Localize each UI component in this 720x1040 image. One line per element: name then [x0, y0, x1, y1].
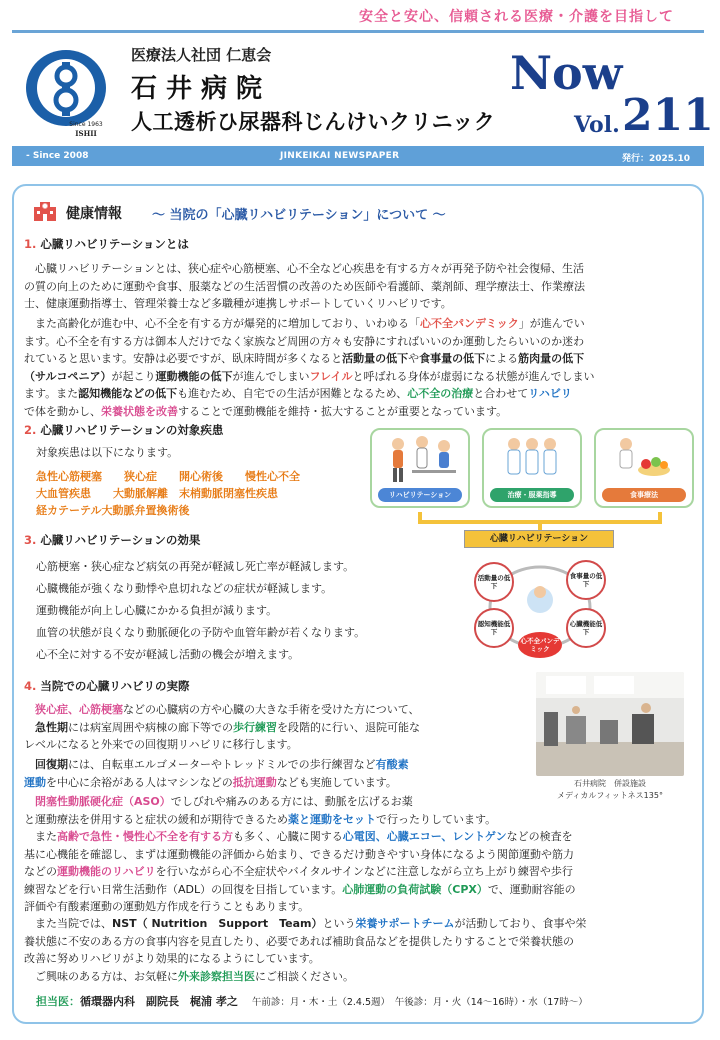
info-bar: [12, 146, 704, 166]
doctor-label: 担当医：: [36, 995, 80, 1008]
doctor-hours: 午前診：月・木・土（2.4.5週） 午後診：月・火（14～16時）・水（17時～）: [251, 997, 588, 1008]
food-icon: [596, 430, 692, 488]
pharmacist-icon: [484, 430, 580, 488]
node-meal-decline: 食事量の低下: [566, 560, 606, 600]
effect-item: 心不全に対する不安が軽減し活動の機会が増えます。: [36, 648, 300, 661]
section-4-paragraph-c: 閉塞性動脈硬化症（ASO）でしびれや痛みのある方には、動脈を広げるお薬 と運動療法を併用すると症状の緩和が期待できるため薬と運動をセットで行ったりしています。: [24, 795, 497, 826]
pandemic-cycle-diagram: [470, 552, 610, 662]
section-4-paragraph-f: ご興味のある方は、お気軽に外来診察担当医にご相談ください。: [24, 970, 354, 983]
node-cardiac-decline: 心臓機能低下: [566, 608, 606, 648]
section-4-paragraph-b: 回復期には、自転車エルゴメーターやトレッドミルでの歩行練習など有酸素 運動を中心に余裕がある人はマシンなどの抵抗運動なども実施しています。: [24, 758, 409, 789]
hospital-logo: [22, 48, 110, 144]
tagline: 安全と安心、信頼される医療・介護を目指して: [359, 9, 674, 25]
section-4-paragraph-e: また当院では、NST（ Nutrition Support Team）という栄養サポートチームが活動しており、食事や栄 養状態に不安のある方の食事内容を見直したり、必要であれば補助食品などを提供したりすることで栄養状態の 改善に努めリハビリがより効果的になるようにしています。: [24, 917, 587, 965]
clinic-name: 人工透析ひ尿器科じんけいクリニック: [131, 109, 496, 134]
newsletter-title: Now: [510, 46, 623, 100]
doctor-name: 循環器内科 副院長 梶浦 孝之: [80, 995, 238, 1008]
bar-since: - Since 2008: [26, 151, 89, 161]
fitness-facility-photo: [536, 672, 684, 776]
photo-caption-2: メディカルフィットネス135°: [557, 791, 663, 800]
effect-item: 心筋梗塞・狭心症など病気の再発が軽減し死亡率が軽減します。: [36, 560, 355, 573]
node-cognitive-decline: 認知機能低下: [474, 608, 514, 648]
logo-name: ISHII: [75, 129, 97, 138]
effect-item: 血管の状態が良くなり動脈硬化の予防や血管年齢が若くなります。: [36, 626, 366, 639]
node-activity-decline: 活動量の低下: [474, 562, 514, 602]
doctor-info: [36, 993, 588, 1009]
volume-number: 211: [622, 90, 714, 141]
rehab-illustration-card: [370, 428, 470, 508]
section-1-heading: 1. 心臓リハビリテーションとは: [24, 237, 189, 251]
medication-illustration-card: [482, 428, 582, 508]
hospital-building-icon: [32, 201, 58, 221]
card-diet-label: 食事療法: [602, 488, 686, 502]
section-label: 健康情報: [66, 206, 122, 222]
section-4-paragraph-d: また高齢で急性・慢性心不全を有する方も多く、心臓に関する心電図、心臓エコー、レントゲンなどの検査を 基に心機能を確認し、まずは運動機能の評価から始まり、できるだけ動きやすい身体になるよう関節運動や筋力 などの運動機能のリハビリを行いながら心不全症状やバイタルサインなどに注意しながら立ち上がり練習や歩行 練習などを行い日常生活動作（ADL）の回復を目指しています。心肺運動の負荷試験（CPX）で、運動耐容能の 評価や有酸素運動の運動処方作成を行うこともあります。: [24, 830, 576, 913]
section-2-intro: 対象疾患は以下になります。: [36, 446, 179, 459]
hospital-name: 石井病院: [131, 74, 272, 104]
bar-title: JINKEIKAI NEWSPAPER: [280, 151, 400, 161]
section-4-heading: 4. 当院での心臓リハビリの実際: [24, 679, 190, 693]
section-4-paragraph-a: 狭心症、心筋梗塞などの心臓病の方や心臓の大きな手術を受けた方について、 急性期には病室周囲や病棟の廊下等での歩行練習を段階的に行い、退院可能な レベルになると外来での回復期リハビリに移行します。: [24, 703, 420, 751]
disease-list: 急性心筋梗塞 狭心症 開心術後 慢性心不全 大血管疾患 大動脈解離 末梢動脈閉塞性疾患 経カテーテル大動脈弁置換術後: [36, 470, 300, 517]
article-title: ～ 当院の「心臓リハビリテーション」について ～: [152, 208, 446, 223]
org-name: 医療法人社団 仁恵会: [131, 46, 272, 64]
section-2-heading: 2. 心臓リハビリテーションの対象疾患: [24, 423, 224, 437]
node-heart-failure-pandemic: 心不全パンデミック: [518, 632, 562, 658]
cardiac-rehab-label: 心臓リハビリテーション: [464, 530, 614, 548]
top-rule: [12, 30, 704, 33]
card-rehab-label: リハビリテーション: [378, 488, 462, 502]
section-1-paragraph-2: また高齢化が進む中、心不全を有する方が爆発的に増加しており、いわゆる「心不全パンデミック」が進んでい ます。心不全を有する方は御本人だけでなく家族など周囲の方々も安静にすればいいのか運動したらいいのか迷わ れていると思います。安静は必要ですが、臥床時間が多くなると活動量の低下や食事量の低下による筋肉量の低下 （サルコペニア）が起こり運動機能の低下が進んでしまいフレイルと呼ばれる身体が虚弱になる状態が進んでしまい ます。また認知機能などの低下も進むため、自宅での生活が困難となるため、心不全の治療と合わせてリハビリ で体を動かし、栄養状態を改善することで運動機能を維持・拡大することが重要となっています。: [24, 317, 595, 418]
section-1-paragraph-1: 心臓リハビリテーションとは、狭心症や心筋梗塞、心不全など心疾患を有する方々が再発予防や社会復帰、生活 の質の向上のために運動や食事、服薬などの生活習慣の改善のため医師や看護師、薬剤師、理学療法士、作業療法 士、健康運動指導士、管理栄養士など多職種が連携しサポートしていくリハビリです。: [24, 262, 585, 310]
section-3-heading: 3. 心臓リハビリテーションの効果: [24, 533, 201, 547]
effect-item: 運動機能が向上し心臓にかかる負担が減ります。: [36, 604, 278, 617]
card-medication-label: 治療・服薬指導: [490, 488, 574, 502]
bar-date: 発行：2025.10: [622, 154, 690, 164]
volume-label: Vol.: [574, 112, 620, 138]
effect-item: 心臓機能が強くなり動悸や息切れなどの症状が軽減します。: [36, 582, 333, 595]
logo-since: Since 1963: [69, 121, 103, 128]
exercise-figures-icon: [372, 430, 468, 488]
diet-illustration-card: [594, 428, 694, 508]
photo-caption-1: 石井病院 併設施設: [574, 779, 646, 788]
